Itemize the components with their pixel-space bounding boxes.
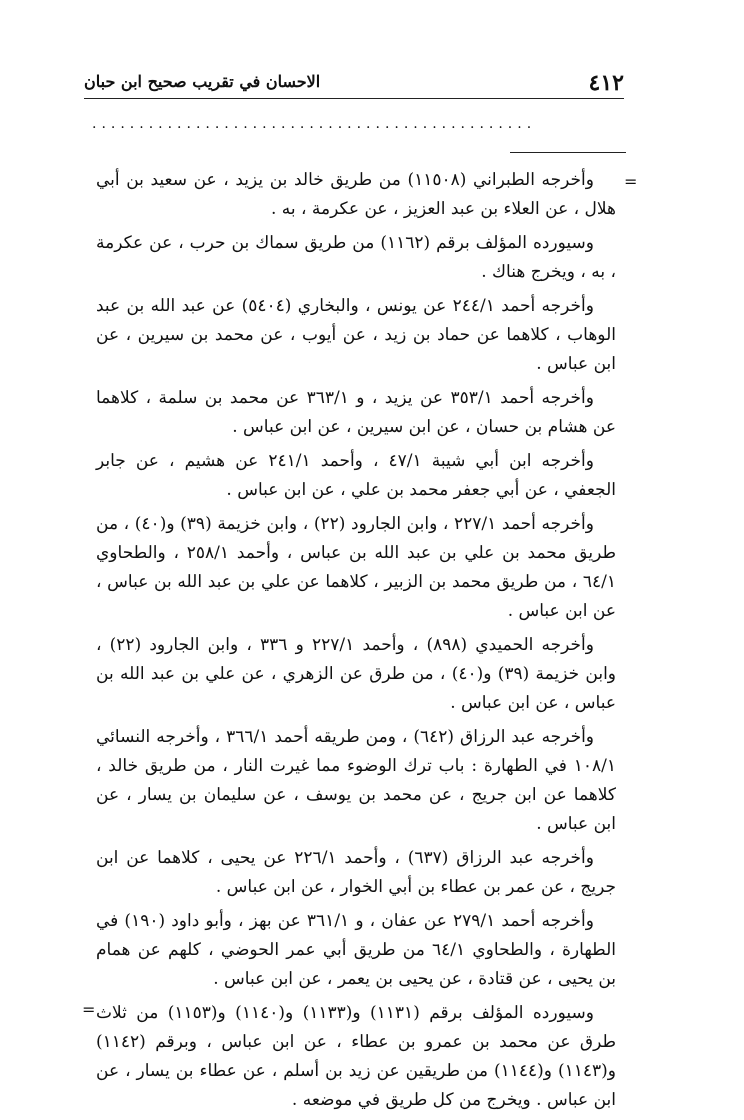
page-header	[84, 64, 624, 99]
footnote-paragraph: وأخرجه الطبراني (١١٥٠٨) من طريق خالد بن يزيد ، عن سعيد بن أبي هلال ، عن العلاء بن عبد العزيز ، عن عكرمة ، به .	[96, 170, 616, 219]
separator-dots: ...............................................	[92, 116, 537, 132]
footnote-paragraph: وأخرجه أحمد ٢٤٤/١ عن يونس ، والبخاري (٥٤٠٤) عن عبد الله بن عبد الوهاب ، كلاهما عن حماد بن زيد ، عن أيوب ، عن محمد بن سيرين ، عن ابن عباس .	[96, 296, 616, 374]
footnote-paragraph: وسيورده المؤلف برقم (١١٣١) و(١١٣٣) و(١١٤٠) و(١١٥٣) من ثلاث طرق عن محمد بن عمرو بن عطاء ، عن ابن عباس ، وبرقم (١١٤٢) و(١١٤٣) و(١١٤٤) من طريقين عن زيد بن أسلم ، عن عطاء بن يسار ، عن ابن عباس . ويخرج من كل طريق في موضعه .	[96, 1003, 616, 1110]
footnote-text	[96, 166, 616, 1120]
footnote-paragraph: وأخرجه عبد الرزاق (٦٤٢) ، ومن طريقه أحمد ٣٦٦/١ ، وأخرجه النسائي ١٠٨/١ في الطهارة : باب ترك الوضوء مما غيرت النار ، من طريق خالد ، كلاهما عن ابن جريج ، عن محمد بن يوسف ، عن سليمان بن يسار ، عن ابن عباس .	[96, 727, 616, 834]
footnote-paragraph: وسيورده المؤلف برقم (١١٦٢) من طريق سماك بن حرب ، عن عكرمة ، به ، ويخرج هناك .	[96, 233, 616, 282]
footnote-paragraph: وأخرجه أحمد ٢٧٩/١ عن عفان ، و ٣٦١/١ عن بهز ، وأبو داود (١٩٠) في الطهارة ، والطحاوي ٦٤/١ من طريق أبي عمر الحوضي ، كلهم عن همام بن يحيى ، عن قتادة ، عن يحيى بن يعمر ، عن ابن عباس .	[96, 911, 617, 989]
footnote-paragraph: وأخرجه أحمد ٢٢٧/١ ، وابن الجارود (٢٢) ، وابن خزيمة (٣٩) و(٤٠) ، من طريق محمد بن علي بن عبد الله بن عباس ، وأحمد ٢٥٨/١ ، والطحاوي ٦٤/١ ، من طريق محمد بن الزبير ، كلاهما عن علي بن عبد الله بن عباس ، عن ابن عباس .	[96, 514, 616, 621]
book-title: الاحسان في تقريب صحيح ابن حبان	[84, 72, 321, 91]
continuation-mark-top: =	[624, 172, 638, 191]
footnote-paragraph: وأخرجه الحميدي (٨٩٨) ، وأحمد ٢٢٧/١ و ٣٣٦ ، وابن الجارود (٢٢) ، وابن خزيمة (٣٩) و(٤٠) ، من طرق عن الزهري ، عن علي بن عبد الله بن عباس ، عن ابن عباس .	[96, 635, 616, 713]
footnote-rule	[510, 152, 626, 153]
footnote-paragraph: وأخرجه ابن أبي شيبة ٤٧/١ ، وأحمد ٢٤١/١ عن هشيم ، عن جابر الجعفي ، عن أبي جعفر محمد بن علي ، عن ابن عباس .	[96, 451, 616, 500]
footnote-paragraph: وأخرجه أحمد ٣٥٣/١ عن يزيد ، و ٣٦٣/١ عن محمد بن سلمة ، كلاهما عن هشام بن حسان ، عن ابن سيرين ، عن ابن عباس .	[96, 388, 616, 437]
continuation-mark-bottom: =	[82, 1000, 96, 1019]
page-number: ٤١٢	[588, 70, 624, 96]
footnote-paragraph: وأخرجه عبد الرزاق (٦٣٧) ، وأحمد ٢٢٦/١ عن يحيى ، كلاهما عن ابن جريج ، عن عمر بن عطاء بن أبي الخوار ، عن ابن عباس .	[96, 848, 616, 897]
